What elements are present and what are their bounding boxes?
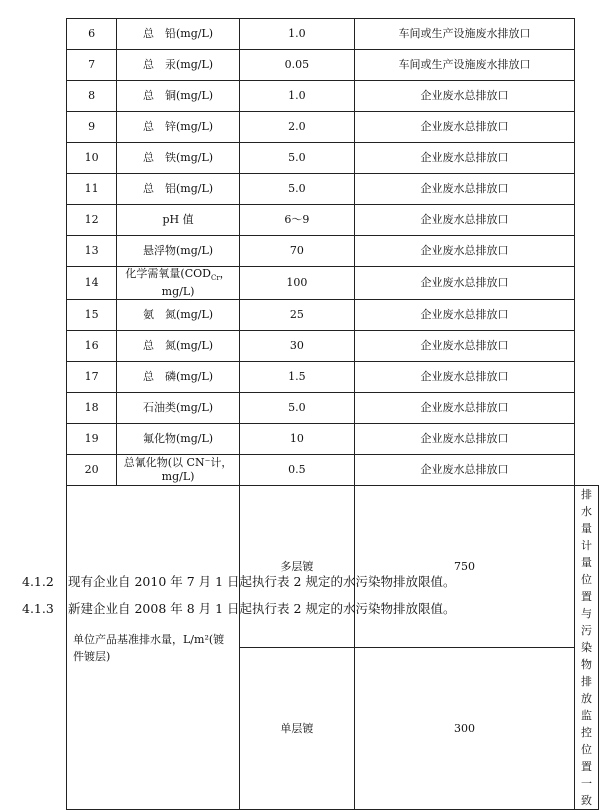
row-number: 6 [67,19,117,50]
clause-4-1-3 [22,599,455,617]
pollutant-item: 总 氮(mg/L) [117,331,240,362]
table-row [67,393,599,424]
monitoring-location: 企业废水总排放口 [355,205,575,236]
table-row [67,19,599,50]
plating-type: 单层镀 [239,648,354,810]
pollutant-item: 总 铁(mg/L) [117,143,240,174]
monitoring-location: 企业废水总排放口 [355,174,575,205]
pollutant-item: 石油类(mg/L) [117,393,240,424]
pollutant-limits-table [66,18,599,810]
table-row [67,205,599,236]
limit-value: 100 [239,267,354,300]
pollutant-item: 总氰化物(以 CN⁻计，mg/L) [117,455,240,486]
limit-value: 0.5 [239,455,354,486]
table-row [67,300,599,331]
row-number: 9 [67,112,117,143]
row-number: 7 [67,50,117,81]
plating-type: 多层镀 [239,486,354,648]
table-row [67,424,599,455]
monitoring-location: 企业废水总排放口 [355,393,575,424]
drainage-limit: 750 [355,486,575,648]
limit-value: 1.0 [239,19,354,50]
monitoring-location: 企业废水总排放口 [355,267,575,300]
pollutant-item: 总 铅(mg/L) [117,19,240,50]
pollutant-item: 总 铝(mg/L) [117,174,240,205]
monitoring-location: 企业废水总排放口 [355,455,575,486]
drainage-location: 排水量计量位置与污染物排放监控位置一致 [575,486,599,810]
limit-value: 1.5 [239,362,354,393]
limit-value: 25 [239,300,354,331]
table-row [67,236,599,267]
table-row [67,267,599,300]
monitoring-location: 车间或生产设施废水排放口 [355,19,575,50]
row-number: 15 [67,300,117,331]
row-number: 19 [67,424,117,455]
limit-value: 2.0 [239,112,354,143]
monitoring-location: 企业废水总排放口 [355,300,575,331]
row-number: 17 [67,362,117,393]
row-number: 11 [67,174,117,205]
monitoring-location: 企业废水总排放口 [355,112,575,143]
limit-value: 0.05 [239,50,354,81]
baseline-drainage-label: 单位产品基准排水量，L/m²(镀件镀层) [67,486,240,810]
clause-4-1-2 [22,572,455,590]
row-number: 8 [67,81,117,112]
table-row [67,112,599,143]
monitoring-location: 企业废水总排放口 [355,362,575,393]
row-number: 16 [67,331,117,362]
limit-value: 5.0 [239,143,354,174]
monitoring-location: 企业废水总排放口 [355,331,575,362]
row-number: 18 [67,393,117,424]
pollutant-item: 氟化物(mg/L) [117,424,240,455]
table-row [67,50,599,81]
row-number: 12 [67,205,117,236]
limit-value: 5.0 [239,174,354,205]
clause-number: 4.1.3 [22,601,54,616]
monitoring-location: 企业废水总排放口 [355,143,575,174]
limit-value: 30 [239,331,354,362]
monitoring-location: 企业废水总排放口 [355,424,575,455]
table-row [67,143,599,174]
clause-text: 现有企业自 2010 年 7 月 1 日起执行表 2 规定的水污染物排放限值。 [68,574,456,589]
monitoring-location: 企业废水总排放口 [355,81,575,112]
footer-row-multilayer [67,486,599,648]
monitoring-location: 企业废水总排放口 [355,236,575,267]
clause-number: 4.1.2 [22,574,54,589]
row-number: 14 [67,267,117,300]
clause-text: 新建企业自 2008 年 8 月 1 日起执行表 2 规定的水污染物排放限值。 [68,601,456,616]
table-row [67,362,599,393]
pollutant-item: 悬浮物(mg/L) [117,236,240,267]
row-number: 10 [67,143,117,174]
limit-value: 1.0 [239,81,354,112]
limit-value: 70 [239,236,354,267]
row-number: 13 [67,236,117,267]
table-row [67,455,599,486]
monitoring-location: 车间或生产设施废水排放口 [355,50,575,81]
limit-value: 5.0 [239,393,354,424]
pollutant-item: pH 值 [117,205,240,236]
drainage-limit: 300 [355,648,575,810]
pollutant-item: 总 锌(mg/L) [117,112,240,143]
table-row [67,81,599,112]
limit-value: 6～9 [239,205,354,236]
pollutant-item: 总 汞(mg/L) [117,50,240,81]
limit-value: 10 [239,424,354,455]
pollutant-item: 总 铜(mg/L) [117,81,240,112]
pollutant-item: 化学需氧量($COD_{Cr}$，mg/L) [117,267,240,300]
pollutant-item: 总 磷(mg/L) [117,362,240,393]
row-number: 20 [67,455,117,486]
pollutant-item: 氨 氮(mg/L) [117,300,240,331]
table-row [67,174,599,205]
table-row [67,331,599,362]
